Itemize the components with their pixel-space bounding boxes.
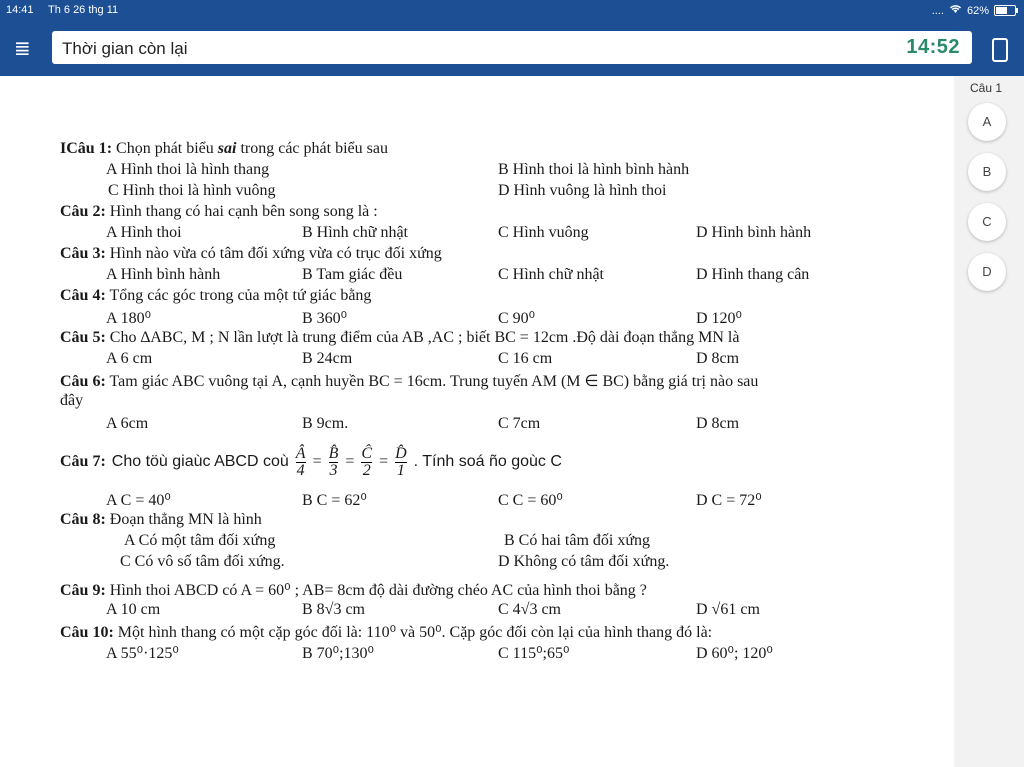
q7-fraction-b: $\frac{B̂}{3}$	[328, 444, 339, 479]
q3-option-c: C Hình chữ nhật	[498, 266, 604, 283]
question-10	[60, 622, 940, 643]
q4-option-d: D 120⁰	[696, 310, 742, 327]
q8-option-c: C Có vô số tâm đối xứng.	[120, 553, 285, 570]
question-3	[60, 245, 940, 266]
timer-bar	[52, 31, 972, 64]
timer-label: Thời gian còn lại	[62, 39, 188, 58]
status-time: 14:41	[6, 4, 34, 16]
question-document	[60, 140, 940, 664]
q6-option-d: D 8cm	[696, 415, 740, 432]
q4-text: Tổng các góc trong của một tứ giác bằng	[109, 287, 372, 304]
q9-number: Câu 9:	[60, 582, 106, 599]
battery-icon	[994, 5, 1016, 16]
answer-option-b[interactable]: B	[968, 153, 1006, 191]
q10-option-a: A 55⁰·125⁰	[106, 645, 179, 662]
q9-option-d: D √61 cm	[696, 601, 760, 618]
q8-option-a: A Có một tâm đối xứng	[124, 532, 276, 549]
top-toolbar	[0, 22, 1024, 76]
q7-option-a: A C = 40⁰	[106, 492, 171, 509]
answer-option-d[interactable]: D	[968, 253, 1006, 291]
wifi-icon	[949, 4, 962, 17]
q6-option-a: A 6cm	[106, 415, 149, 432]
q2-number: Câu 2:	[60, 203, 106, 220]
q7-text: Cho töù giaùc ABCD coù	[111, 453, 289, 470]
device-icon[interactable]	[992, 38, 1008, 62]
q5-text: Cho ∆ABC, M ; N lần lượt là trung điểm của AB ,AC ; biết BC = 12cm .Độ dài đoạn thẳng MN là	[109, 329, 740, 346]
q6-text-cont	[60, 392, 940, 413]
q8-option-d: D Không có tâm đối xứng.	[498, 553, 670, 570]
q6-text2: đây	[60, 392, 84, 409]
countdown-timer: 14:52	[906, 36, 960, 58]
q10-number: Câu 10:	[60, 624, 114, 641]
q1-emphasis: sai	[217, 140, 237, 157]
q7-options	[60, 490, 940, 511]
q8-number: Câu 8:	[60, 511, 106, 528]
question-label: Câu 1	[970, 81, 1003, 95]
doc-prefix: I	[60, 140, 67, 157]
q2-option-b: B Hình chữ nhật	[302, 224, 408, 241]
q1-text2: trong các phát biểu sau	[240, 140, 388, 157]
q10-option-d: D 60⁰; 120⁰	[696, 645, 773, 662]
q10-text: Một hình thang có một cặp góc đối là: 110⁰ và 50⁰. Cặp góc đối còn lại của hình thang đó là:	[117, 624, 713, 641]
question-2	[60, 203, 940, 224]
q6-options	[60, 415, 940, 436]
question-9	[60, 580, 940, 601]
question-1	[60, 140, 940, 161]
q5-option-d: D 8cm	[696, 350, 740, 367]
q5-option-b: B 24cm	[302, 350, 353, 367]
question-7: Câu 7: Cho töù giaùc ABCD coù $\frac{Â}{4}$ = $\frac{B̂}{3}$ = $\frac{Ĉ}{2}$ = $\frac{D̂}{1}$ . Tính soá ño goùc C	[60, 444, 562, 479]
q1-option-d: D Hình vuông là hình thoi	[498, 182, 667, 199]
q7-option-d: D C = 72⁰	[696, 492, 762, 509]
q4-number: Câu 4:	[60, 287, 106, 304]
q1-options-row1	[60, 161, 940, 182]
q3-option-b: B Tam giác đều	[302, 266, 403, 283]
q8-options-row1	[60, 532, 940, 553]
q1-text: Chọn phát biểu	[116, 140, 214, 157]
q7-option-c: C C = 60⁰	[498, 492, 563, 509]
q9-option-b: B 8√3 cm	[302, 601, 365, 618]
q9-text: Hình thoi ABCD có A = 60⁰ ; AB= 8cm độ dài đường chéo AC của hình thoi bằng ?	[109, 582, 647, 599]
q8-text: Đoạn thẳng MN là hình	[109, 511, 262, 528]
q3-option-d: D Hình thang cân	[696, 266, 810, 283]
q2-options	[60, 224, 940, 245]
menu-icon[interactable]: ≣	[14, 36, 31, 60]
q7-option-b: B C = 62⁰	[302, 492, 367, 509]
q9-option-c: C 4√3 cm	[498, 601, 561, 618]
q5-options	[60, 350, 940, 371]
q5-option-a: A 6 cm	[106, 350, 153, 367]
q9-option-a: A 10 cm	[106, 601, 161, 618]
q10-options	[60, 643, 940, 664]
q5-number: Câu 5:	[60, 329, 106, 346]
q4-option-a: A 180⁰	[106, 310, 152, 327]
q2-text: Hình thang có hai cạnh bên song song là :	[109, 203, 378, 220]
answer-option-a[interactable]: A	[968, 103, 1006, 141]
answer-option-c[interactable]: C	[968, 203, 1006, 241]
q1-number: Câu 1:	[66, 140, 113, 157]
q7-number: Câu 7:	[60, 453, 106, 470]
q3-number: Câu 3:	[60, 245, 106, 262]
q1-option-b: B Hình thoi là hình bình hành	[498, 161, 690, 178]
q4-options	[60, 308, 940, 329]
q2-option-c: C Hình vuông	[498, 224, 589, 241]
q5-option-c: C 16 cm	[498, 350, 553, 367]
q7-fraction-d: $\frac{D̂}{1}$	[395, 444, 407, 479]
q10-option-c: C 115⁰;65⁰	[498, 645, 570, 662]
q2-option-a: A Hình thoi	[106, 224, 182, 241]
q7-text2: . Tính soá ño goùc C	[413, 453, 562, 470]
status-right	[932, 4, 1016, 17]
q6-option-b: B 9cm.	[302, 415, 349, 432]
q6-option-c: C 7cm	[498, 415, 541, 432]
q2-option-d: D Hình bình hành	[696, 224, 812, 241]
q4-option-b: B 360⁰	[302, 310, 348, 327]
q3-options	[60, 266, 940, 287]
question-6	[60, 371, 940, 392]
status-date: Th 6 26 thg 11	[48, 4, 119, 16]
battery-percent: 62%	[966, 4, 989, 17]
q4-option-c: C 90⁰	[498, 310, 536, 327]
q3-option-a: A Hình bình hành	[106, 266, 221, 283]
question-8	[60, 511, 940, 532]
question-5	[60, 329, 940, 350]
q7-fraction-a: $\frac{Â}{4}$	[295, 444, 306, 479]
q1-option-a: A Hình thoi là hình thang	[106, 161, 270, 178]
q3-text: Hình nào vừa có tâm đối xứng vừa có trục đối xứng	[109, 245, 442, 262]
answer-sidebar	[954, 76, 1024, 767]
q8-option-b: B Có hai tâm đối xứng	[504, 532, 650, 549]
q9-options	[60, 601, 940, 622]
q6-number: Câu 6:	[60, 373, 106, 390]
question-4	[60, 287, 940, 308]
signal-dots: ....	[931, 4, 944, 17]
q10-option-b: B 70⁰;130⁰	[302, 645, 374, 662]
q8-options-row2	[60, 553, 940, 574]
q7-fraction-c: $\frac{Ĉ}{2}$	[361, 444, 373, 479]
q6-text: Tam giác ABC vuông tại A, cạnh huyền BC = 16cm. Trung tuyến AM (M ∈ BC) bằng giá trị nào sau	[109, 373, 759, 390]
q1-option-c: C Hình thoi là hình vuông	[108, 182, 276, 199]
q1-options-row2	[60, 182, 940, 203]
status-bar	[0, 0, 1024, 22]
